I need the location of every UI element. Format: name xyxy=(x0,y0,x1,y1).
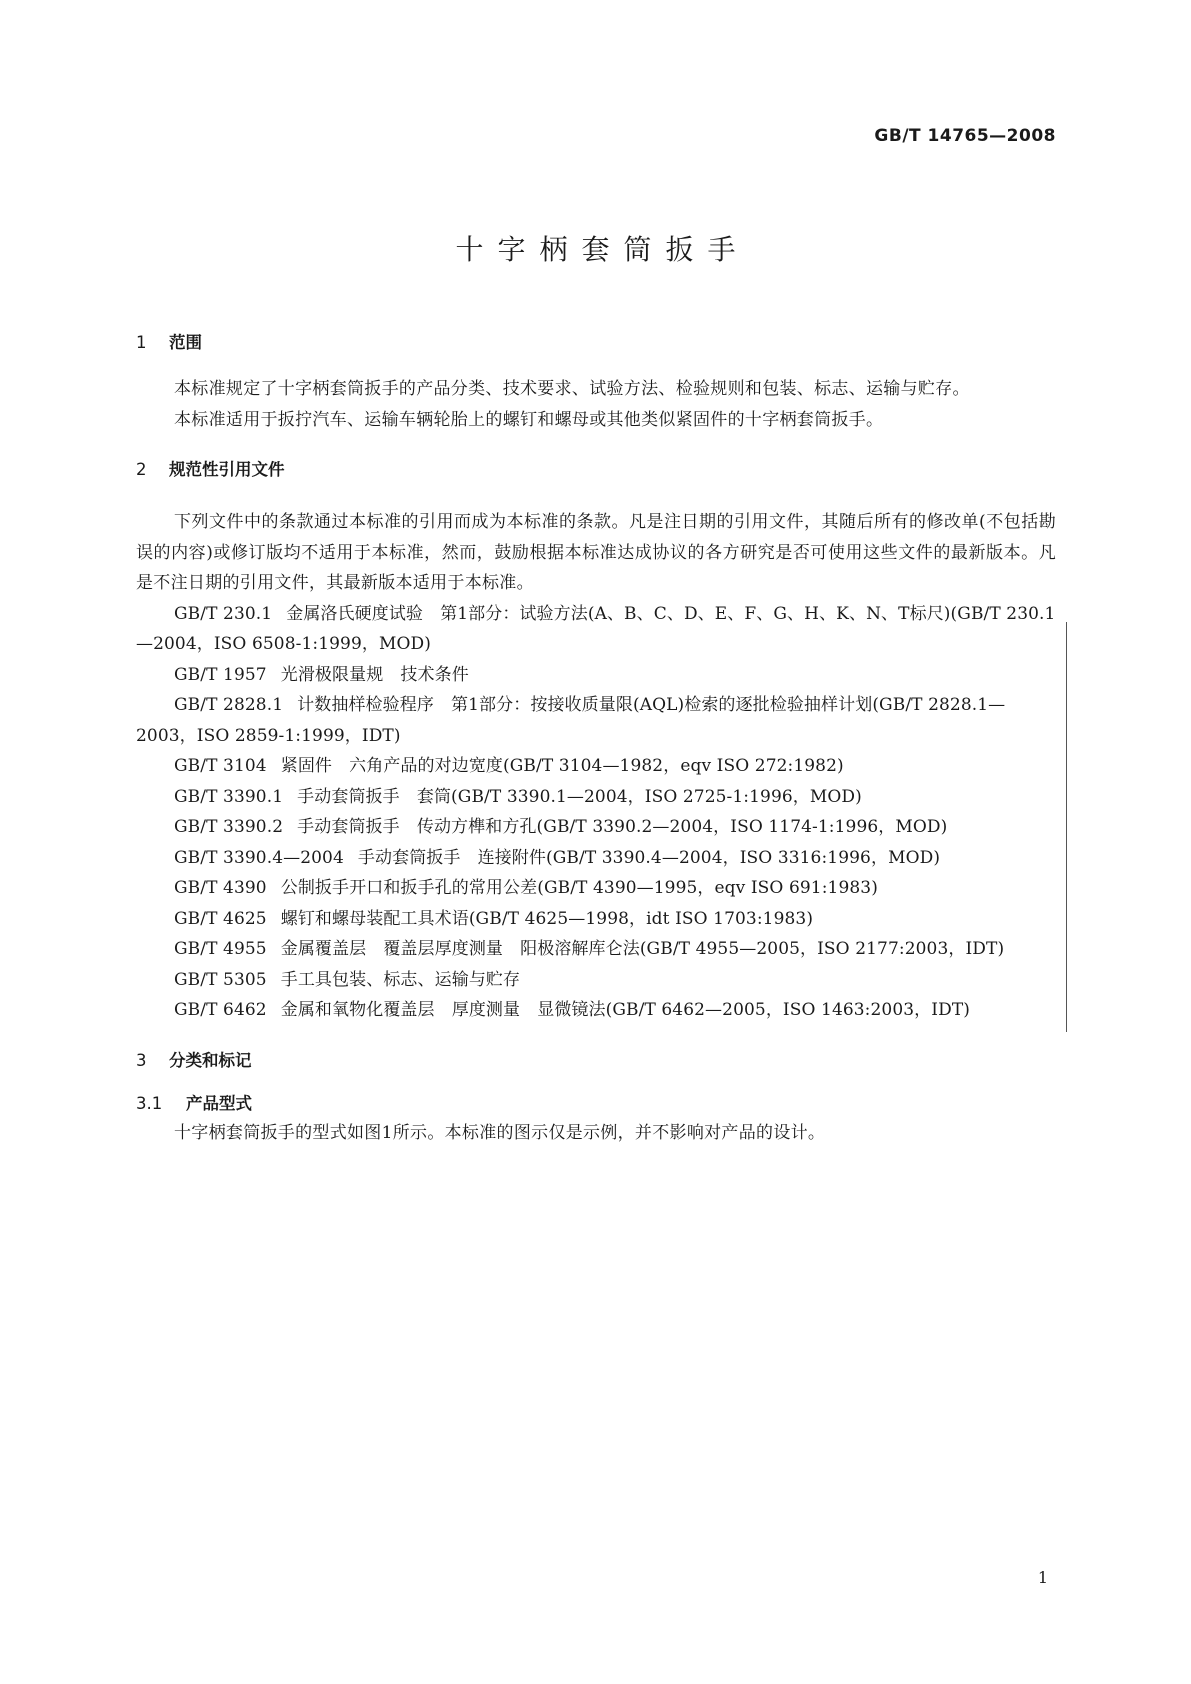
section-number: 3 xyxy=(136,1050,147,1070)
section-1-heading xyxy=(136,328,1056,358)
reference-item xyxy=(136,782,1056,813)
reference-item xyxy=(136,965,1056,996)
reference-title: 光滑极限量规 技术条件 xyxy=(280,664,469,685)
reference-item xyxy=(136,873,1056,904)
reference-title: 紧固件 六角产品的对边宽度(GB/T 3104—1982，eqv ISO 272:1982) xyxy=(280,756,844,776)
reference-code: GB/T 3390.1 xyxy=(174,786,284,807)
reference-item xyxy=(136,934,1056,965)
reference-code: GB/T 4390 xyxy=(174,878,267,898)
reference-code: GB/T 3104 xyxy=(174,756,267,776)
document-body xyxy=(136,328,1056,1148)
reference-title: 螺钉和螺母装配工具术语(GB/T 4625—1998，idt ISO 1703:1983) xyxy=(280,908,814,929)
reference-code: GB/T 3390.2 xyxy=(174,817,284,837)
reference-item xyxy=(136,843,1056,874)
scope-paragraph-2: 本标准适用于扳拧汽车、运输车辆轮胎上的螺钉和螺母或其他类似紧固件的十字柄套筒扳手。 xyxy=(174,409,884,430)
references-intro: 下列文件中的条款通过本标准的引用而成为本标准的条款。凡是注日期的引用文件，其随后所有的修改单(不包括勘误的内容)或修订版均不适用于本标准，然而，鼓励根据本标准达成协议的各方研究是否可使用这些文件的最新版本。凡是不注日期的引用文件，其最新版本适用于本标准。 xyxy=(136,512,1056,593)
section-title: 分类和标记 xyxy=(169,1050,252,1070)
reference-code: GB/T 6462 xyxy=(174,1000,267,1020)
reference-code: GB/T 5305 xyxy=(174,969,267,990)
revision-bar xyxy=(1066,622,1067,1032)
product-type-paragraph: 十字柄套筒扳手的型式如图1所示。本标准的图示仅是示例，并不影响对产品的设计。 xyxy=(174,1122,826,1143)
reference-item xyxy=(136,660,1056,691)
scope-paragraph-1: 本标准规定了十字柄套筒扳手的产品分类、技术要求、试验方法、检验规则和包装、标志、运输与贮存。 xyxy=(174,379,970,399)
reference-title: 手动套筒扳手 套筒(GB/T 3390.1—2004，ISO 2725-1:1996，MOD) xyxy=(297,786,862,807)
page-number: 1 xyxy=(1037,1568,1048,1587)
reference-code: GB/T 3390.4—2004 xyxy=(174,847,344,868)
section-number: 1 xyxy=(136,333,147,352)
reference-title: 金属覆盖层 覆盖层厚度测量 阳极溶解库仑法(GB/T 4955—2005，ISO 2177:2003，IDT) xyxy=(280,939,1005,959)
reference-item xyxy=(136,690,1056,751)
reference-title: 手动套筒扳手 传动方榫和方孔(GB/T 3390.2—2004，ISO 1174-1:1996，MOD) xyxy=(297,817,948,837)
section-3-1-heading xyxy=(136,1090,1056,1118)
reference-item xyxy=(136,599,1056,660)
reference-item xyxy=(136,751,1056,782)
reference-title: 计数抽样检验程序 第1部分：按接收质量限(AQL)检索的逐批检验抽样计划(GB/T 2828.1—2003，ISO 2859-1:1999，IDT) xyxy=(136,695,1006,746)
reference-item xyxy=(136,995,1056,1026)
reference-list xyxy=(136,599,1056,1026)
section-title: 产品型式 xyxy=(186,1093,252,1113)
reference-code: GB/T 4955 xyxy=(174,939,267,959)
section-number: 2 xyxy=(136,460,147,479)
reference-item xyxy=(136,904,1056,935)
reference-title: 金属和氧物化覆盖层 厚度测量 显微镜法(GB/T 6462—2005，ISO 1463:2003，IDT) xyxy=(280,1000,970,1020)
reference-item xyxy=(136,812,1056,843)
reference-title: 金属洛氏硬度试验 第1部分：试验方法(A、B、C、D、E、F、G、H、K、N、T标尺)(GB/T 230.1—2004，ISO 6508-1:1999，MOD) xyxy=(136,603,1056,654)
section-2-heading xyxy=(136,455,1056,485)
section-title: 范围 xyxy=(169,333,202,352)
reference-title: 公制扳手开口和扳手孔的常用公差(GB/T 4390—1995，eqv ISO 691:1983) xyxy=(280,878,878,898)
section-3-heading xyxy=(136,1046,1056,1076)
reference-code: GB/T 4625 xyxy=(174,908,267,929)
reference-title: 手动套筒扳手 连接附件(GB/T 3390.4—2004，ISO 3316:1996，MOD) xyxy=(357,847,941,868)
section-number: 3.1 xyxy=(136,1093,163,1113)
reference-code: GB/T 230.1 xyxy=(174,603,273,624)
standard-code: GB/T 14765—2008 xyxy=(874,126,1056,146)
reference-code: GB/T 1957 xyxy=(174,664,267,685)
document-title: 十字柄套筒扳手 xyxy=(455,233,750,266)
section-title: 规范性引用文件 xyxy=(169,460,285,479)
reference-title: 手工具包装、标志、运输与贮存 xyxy=(280,969,521,990)
reference-code: GB/T 2828.1 xyxy=(174,695,284,715)
